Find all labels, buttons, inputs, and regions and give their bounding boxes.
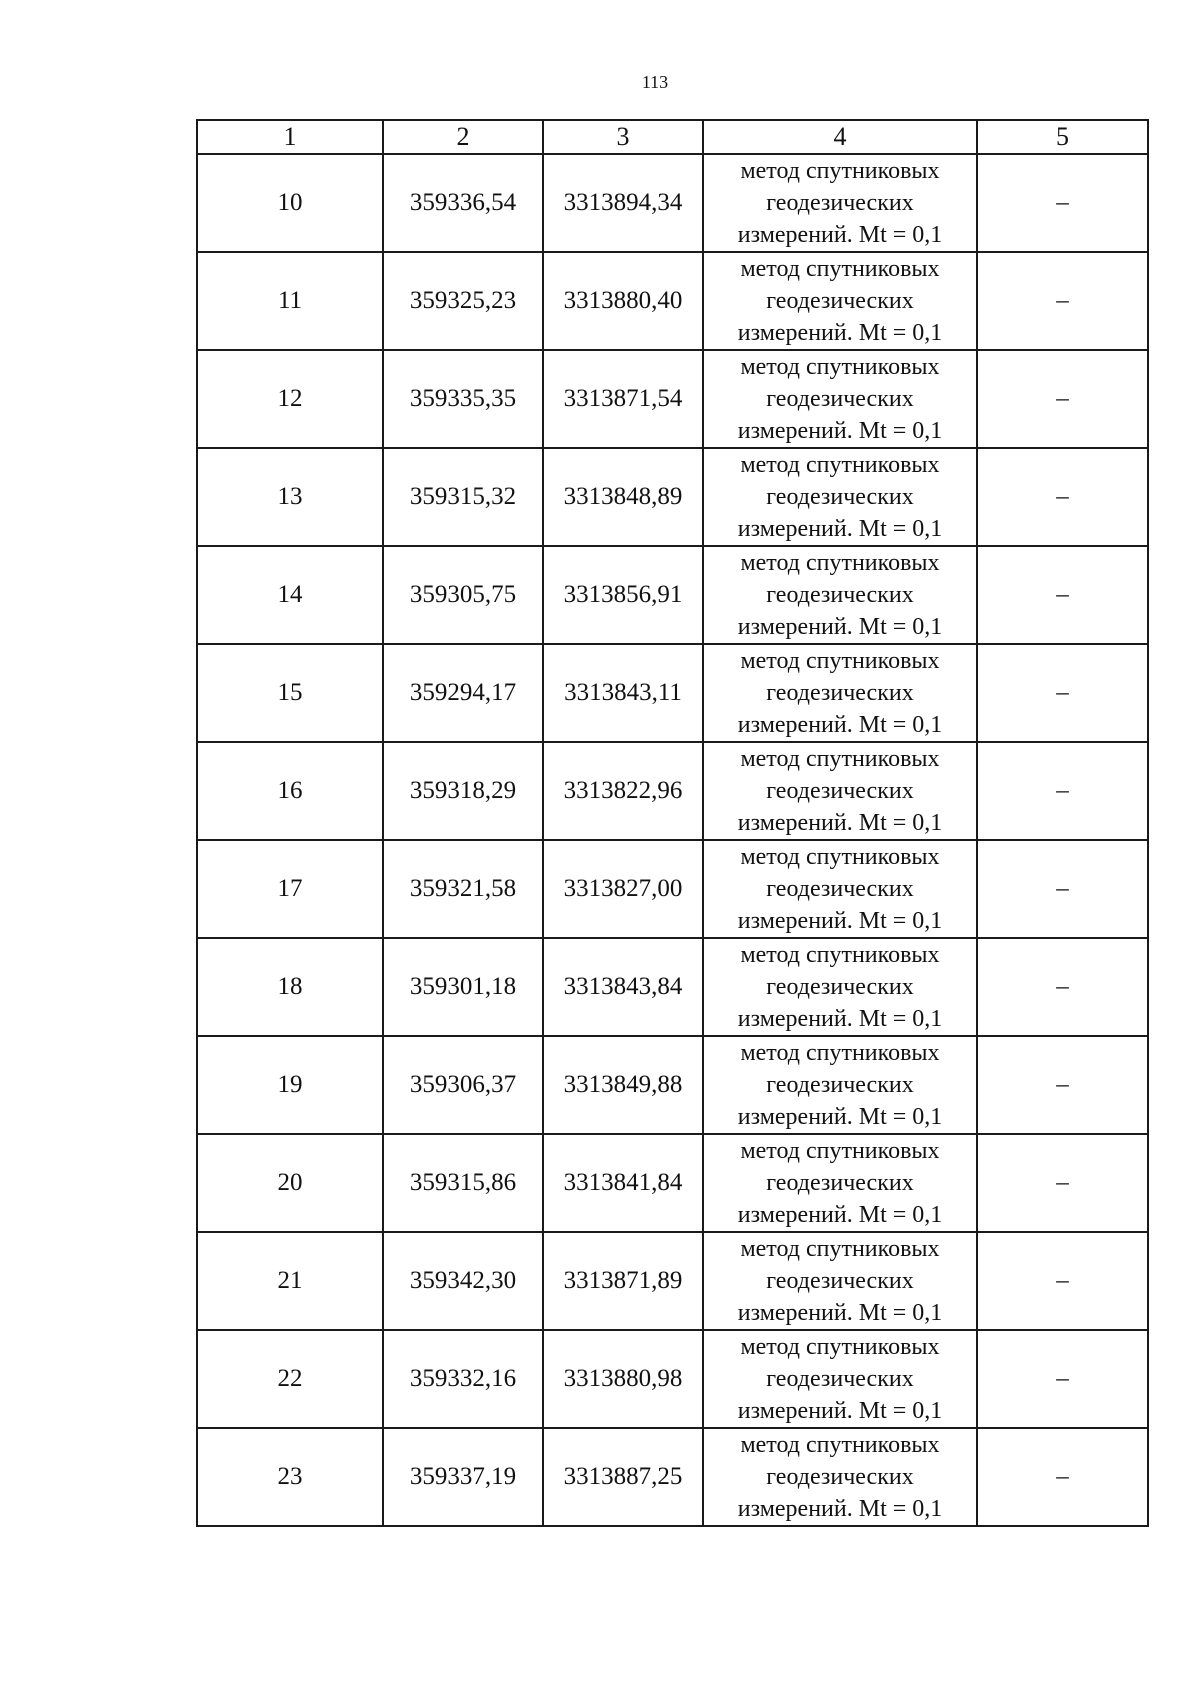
note: – [977, 1036, 1148, 1134]
note: – [977, 1232, 1148, 1330]
coord-y: 3313843,11 [543, 644, 703, 742]
coord-y: 3313887,25 [543, 1428, 703, 1526]
header-row [197, 120, 1148, 154]
coord-x: 359301,18 [383, 938, 543, 1036]
table-row [197, 938, 1148, 1036]
point-number: 19 [197, 1036, 383, 1134]
method-description: метод спутниковых геодезических измерений. Mt = 0,1 [703, 644, 977, 742]
note: – [977, 1428, 1148, 1526]
note: – [977, 350, 1148, 448]
coord-x: 359318,29 [383, 742, 543, 840]
method-description: метод спутниковых геодезических измерений. Mt = 0,1 [703, 154, 977, 252]
point-number: 17 [197, 840, 383, 938]
table-row [197, 1428, 1148, 1526]
method-description: метод спутниковых геодезических измерений. Mt = 0,1 [703, 252, 977, 350]
table-row [197, 1036, 1148, 1134]
coord-y: 3313880,40 [543, 252, 703, 350]
table-row [197, 448, 1148, 546]
table-row [197, 350, 1148, 448]
method-description: метод спутниковых геодезических измерений. Mt = 0,1 [703, 840, 977, 938]
note: – [977, 1330, 1148, 1428]
note: – [977, 742, 1148, 840]
coord-x: 359305,75 [383, 546, 543, 644]
note: – [977, 840, 1148, 938]
note: – [977, 448, 1148, 546]
table-row [197, 154, 1148, 252]
header-col-2: 2 [383, 120, 543, 154]
table-row [197, 1134, 1148, 1232]
table-row [197, 1330, 1148, 1428]
method-description: метод спутниковых геодезических измерений. Mt = 0,1 [703, 1232, 977, 1330]
note: – [977, 154, 1148, 252]
coord-x: 359325,23 [383, 252, 543, 350]
coord-y: 3313856,91 [543, 546, 703, 644]
point-number: 23 [197, 1428, 383, 1526]
coord-x: 359336,54 [383, 154, 543, 252]
header-col-4: 4 [703, 120, 977, 154]
method-description: метод спутниковых геодезических измерений. Mt = 0,1 [703, 448, 977, 546]
note: – [977, 644, 1148, 742]
point-number: 14 [197, 546, 383, 644]
point-number: 16 [197, 742, 383, 840]
header-col-1: 1 [197, 120, 383, 154]
table-row [197, 840, 1148, 938]
point-number: 21 [197, 1232, 383, 1330]
coord-y: 3313871,89 [543, 1232, 703, 1330]
method-description: метод спутниковых геодезических измерений. Mt = 0,1 [703, 546, 977, 644]
method-description: метод спутниковых геодезических измерений. Mt = 0,1 [703, 1428, 977, 1526]
coord-x: 359315,32 [383, 448, 543, 546]
table-header [197, 120, 1148, 154]
point-number: 11 [197, 252, 383, 350]
coord-x: 359315,86 [383, 1134, 543, 1232]
coord-y: 3313880,98 [543, 1330, 703, 1428]
note: – [977, 546, 1148, 644]
coord-x: 359294,17 [383, 644, 543, 742]
page-number: 113 [641, 72, 669, 92]
coordinates-table [196, 119, 1149, 1527]
point-number: 18 [197, 938, 383, 1036]
point-number: 13 [197, 448, 383, 546]
coord-x: 359306,37 [383, 1036, 543, 1134]
header-col-3: 3 [543, 120, 703, 154]
coord-y: 3313841,84 [543, 1134, 703, 1232]
method-description: метод спутниковых геодезических измерений. Mt = 0,1 [703, 938, 977, 1036]
note: – [977, 1134, 1148, 1232]
note: – [977, 938, 1148, 1036]
header-col-5: 5 [977, 120, 1148, 154]
coord-x: 359321,58 [383, 840, 543, 938]
method-description: метод спутниковых геодезических измерений. Mt = 0,1 [703, 1036, 977, 1134]
coord-y: 3313849,88 [543, 1036, 703, 1134]
method-description: метод спутниковых геодезических измерений. Mt = 0,1 [703, 1330, 977, 1428]
coord-y: 3313822,96 [543, 742, 703, 840]
coord-x: 359342,30 [383, 1232, 543, 1330]
coord-x: 359335,35 [383, 350, 543, 448]
coord-y: 3313827,00 [543, 840, 703, 938]
method-description: метод спутниковых геодезических измерений. Mt = 0,1 [703, 742, 977, 840]
point-number: 22 [197, 1330, 383, 1428]
point-number: 20 [197, 1134, 383, 1232]
coord-y: 3313894,34 [543, 154, 703, 252]
coord-x: 359337,19 [383, 1428, 543, 1526]
table-row [197, 644, 1148, 742]
point-number: 10 [197, 154, 383, 252]
note: – [977, 252, 1148, 350]
table-row [197, 252, 1148, 350]
method-description: метод спутниковых геодезических измерений. Mt = 0,1 [703, 1134, 977, 1232]
coord-x: 359332,16 [383, 1330, 543, 1428]
coord-y: 3313871,54 [543, 350, 703, 448]
table-row [197, 742, 1148, 840]
coord-y: 3313843,84 [543, 938, 703, 1036]
point-number: 12 [197, 350, 383, 448]
method-description: метод спутниковых геодезических измерений. Mt = 0,1 [703, 350, 977, 448]
table-row [197, 546, 1148, 644]
table-body [197, 154, 1148, 1526]
point-number: 15 [197, 644, 383, 742]
coord-y: 3313848,89 [543, 448, 703, 546]
table-row [197, 1232, 1148, 1330]
